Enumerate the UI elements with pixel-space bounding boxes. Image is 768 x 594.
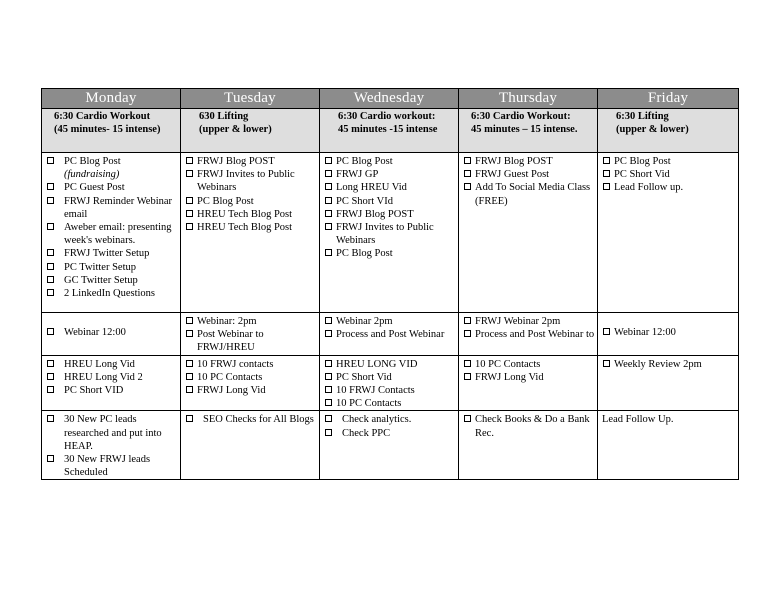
checkbox-icon[interactable]	[47, 197, 54, 204]
morning-cell-thursday	[459, 153, 598, 313]
checkbox-icon[interactable]	[186, 210, 193, 217]
workout-cell-tuesday	[181, 109, 320, 153]
checkbox-icon[interactable]	[186, 317, 193, 324]
checkbox-icon[interactable]	[603, 183, 610, 190]
task-item: Lead Follow up.	[603, 181, 738, 194]
task-item: FRWJ Invites to Public Webinars	[325, 221, 458, 247]
afternoon-cell-monday	[42, 355, 181, 411]
workout-text: 6:30 Lifting (upper & lower)	[616, 111, 689, 135]
checkbox-icon[interactable]	[325, 197, 332, 204]
task-item: HREU Long Vid 2	[47, 371, 180, 384]
morning-tasks-row	[42, 153, 739, 313]
task-item: 10 PC Contacts	[325, 397, 458, 410]
task-item: 10 FRWJ contacts	[186, 358, 319, 371]
task-item: FRWJ Blog POST	[325, 208, 458, 221]
checkbox-icon[interactable]	[464, 360, 471, 367]
day-header-row	[42, 89, 739, 109]
task-item: PC Blog Post	[325, 155, 458, 168]
task-item: PC Short VID	[47, 384, 180, 397]
checkbox-icon[interactable]	[325, 157, 332, 164]
task-item: PC Blog Post	[325, 247, 458, 260]
day-header-thursday: Thursday	[459, 89, 598, 109]
checkbox-icon[interactable]	[325, 373, 332, 380]
workout-text: 6:30 Cardio workout: 45 minutes -15 intense	[338, 111, 438, 135]
task-item: FRWJ Twitter Setup	[47, 247, 180, 260]
task-item: FRWJ Reminder Webinar email	[47, 195, 180, 221]
task-item: Long HREU Vid	[325, 181, 458, 194]
workout-cell-wednesday	[320, 109, 459, 153]
midday-cell-tuesday	[181, 313, 320, 356]
task-item: FRWJ Long Vid	[186, 384, 319, 397]
checkbox-icon[interactable]	[325, 330, 332, 337]
checkbox-icon[interactable]	[325, 183, 332, 190]
checkbox-icon[interactable]	[186, 415, 193, 422]
checkbox-icon[interactable]	[47, 263, 54, 270]
task-item: PC Short Vid	[325, 371, 458, 384]
workout-text: 6:30 Cardio Workout (45 minutes- 15 intense)	[54, 111, 161, 135]
task-item: Webinar 12:00	[47, 326, 180, 339]
evening-cell-friday	[598, 411, 739, 480]
checkbox-icon[interactable]	[186, 330, 193, 337]
task-item: PC Blog Post (fundraising)	[47, 155, 180, 181]
task-item: Weekly Review 2pm	[603, 358, 738, 371]
checkbox-icon[interactable]	[47, 157, 54, 164]
task-item: Aweber email: presenting week's webinars.	[47, 221, 180, 247]
task-text: Lead Follow Up.	[602, 414, 674, 426]
morning-cell-friday	[598, 153, 739, 313]
task-item: HREU Long Vid	[47, 358, 180, 371]
checkbox-icon[interactable]	[464, 317, 471, 324]
task-item: PC Twitter Setup	[47, 261, 180, 274]
day-header-tuesday: Tuesday	[181, 89, 320, 109]
task-item: Add To Social Media Class (FREE)	[464, 181, 597, 207]
checkbox-icon[interactable]	[186, 157, 193, 164]
task-item: HREU Tech Blog Post	[186, 208, 319, 221]
checkbox-icon[interactable]	[186, 373, 193, 380]
day-header-friday: Friday	[598, 89, 739, 109]
day-header-monday: Monday	[42, 89, 181, 109]
checkbox-icon[interactable]	[603, 157, 610, 164]
checkbox-icon[interactable]	[464, 330, 471, 337]
task-item: Webinar: 2pm	[186, 315, 319, 328]
checkbox-icon[interactable]	[47, 373, 54, 380]
task-item: FRWJ Long Vid	[464, 371, 597, 384]
task-item: HREU LONG VID	[325, 358, 458, 371]
checkbox-icon[interactable]	[47, 223, 54, 230]
task-item: Post Webinar to FRWJ/HREU	[186, 328, 319, 354]
workout-cell-thursday	[459, 109, 598, 153]
task-item: SEO Checks for All Blogs	[186, 413, 319, 426]
checkbox-icon[interactable]	[325, 249, 332, 256]
evening-cell-tuesday	[181, 411, 320, 480]
workout-cell-friday	[598, 109, 739, 153]
task-item: Check PPC	[325, 427, 458, 440]
midday-cell-thursday	[459, 313, 598, 356]
midday-cell-wednesday	[320, 313, 459, 356]
task-item: FRWJ Blog POST	[464, 155, 597, 168]
checkbox-icon[interactable]	[47, 276, 54, 283]
afternoon-cell-wednesday	[320, 355, 459, 411]
checkbox-icon[interactable]	[47, 360, 54, 367]
checkbox-icon[interactable]	[47, 183, 54, 190]
checkbox-icon[interactable]	[464, 415, 471, 422]
checkbox-icon[interactable]	[325, 210, 332, 217]
task-item: FRWJ Blog POST	[186, 155, 319, 168]
task-item: GC Twitter Setup	[47, 274, 180, 287]
checkbox-icon[interactable]	[603, 170, 610, 177]
task-item: 30 New FRWJ leads Scheduled	[47, 453, 180, 479]
evening-cell-thursday	[459, 411, 598, 480]
task-item: Check analytics.	[325, 413, 458, 426]
checkbox-icon[interactable]	[603, 360, 610, 367]
task-item: Process and Post Webinar to	[464, 328, 597, 341]
checkbox-icon[interactable]	[47, 455, 54, 462]
evening-cell-monday	[42, 411, 181, 480]
checkbox-icon[interactable]	[47, 328, 54, 335]
checkbox-icon[interactable]	[325, 429, 332, 436]
task-item: 10 FRWJ Contacts	[325, 384, 458, 397]
day-header-wednesday: Wednesday	[320, 89, 459, 109]
workout-row	[42, 109, 739, 153]
workout-cell-monday	[42, 109, 181, 153]
weekly-schedule-table	[41, 88, 739, 480]
task-item: FRWJ Webinar 2pm	[464, 315, 597, 328]
afternoon-cell-tuesday	[181, 355, 320, 411]
midday-tasks-row	[42, 313, 739, 356]
checkbox-icon[interactable]	[186, 386, 193, 393]
morning-cell-monday	[42, 153, 181, 313]
afternoon-tasks-row	[42, 355, 739, 411]
task-item: 10 PC Contacts	[464, 358, 597, 371]
checkbox-icon[interactable]	[186, 197, 193, 204]
task-item: 10 PC Contacts	[186, 371, 319, 384]
task-item: Webinar 2pm	[325, 315, 458, 328]
task-item: PC Guest Post	[47, 181, 180, 194]
checkbox-icon[interactable]	[603, 328, 610, 335]
checkbox-icon[interactable]	[325, 360, 332, 367]
checkbox-icon[interactable]	[325, 317, 332, 324]
checkbox-icon[interactable]	[325, 415, 332, 422]
checkbox-icon[interactable]	[186, 223, 193, 230]
checkbox-icon[interactable]	[464, 373, 471, 380]
evening-cell-wednesday	[320, 411, 459, 480]
checkbox-icon[interactable]	[325, 386, 332, 393]
evening-tasks-row	[42, 411, 739, 480]
afternoon-cell-friday	[598, 355, 739, 411]
task-item: PC Short VId	[325, 195, 458, 208]
morning-cell-wednesday	[320, 153, 459, 313]
checkbox-icon[interactable]	[47, 386, 54, 393]
task-item: HREU Tech Blog Post	[186, 221, 319, 234]
checkbox-icon[interactable]	[464, 157, 471, 164]
checkbox-icon[interactable]	[47, 415, 54, 422]
task-item: PC Blog Post	[603, 155, 738, 168]
checkbox-icon[interactable]	[47, 289, 54, 296]
task-item: Check Books & Do a Bank Rec.	[464, 413, 597, 439]
checkbox-icon[interactable]	[325, 399, 332, 406]
task-item: PC Blog Post	[186, 195, 319, 208]
task-item: Webinar 12:00	[603, 326, 738, 339]
midday-cell-monday	[42, 313, 181, 356]
task-item: Process and Post Webinar	[325, 328, 458, 341]
task-item: PC Short Vid	[603, 168, 738, 181]
workout-text: 6:30 Cardio Workout: 45 minutes – 15 intense.	[471, 111, 578, 135]
checkbox-icon[interactable]	[47, 249, 54, 256]
morning-cell-tuesday	[181, 153, 320, 313]
checkbox-icon[interactable]	[325, 170, 332, 177]
workout-text: 630 Lifting (upper & lower)	[199, 111, 272, 135]
midday-cell-friday	[598, 313, 739, 356]
task-item: FRWJ Invites to Public Webinars	[186, 168, 319, 194]
task-item: 2 LinkedIn Questions	[47, 287, 180, 300]
task-item: FRWJ Guest Post	[464, 168, 597, 181]
afternoon-cell-thursday	[459, 355, 598, 411]
checkbox-icon[interactable]	[186, 360, 193, 367]
checkbox-icon[interactable]	[464, 170, 471, 177]
checkbox-icon[interactable]	[325, 223, 332, 230]
task-item: FRWJ GP	[325, 168, 458, 181]
task-item: 30 New PC leads researched and put into HEAP.	[47, 413, 180, 453]
checkbox-icon[interactable]	[186, 170, 193, 177]
checkbox-icon[interactable]	[464, 183, 471, 190]
